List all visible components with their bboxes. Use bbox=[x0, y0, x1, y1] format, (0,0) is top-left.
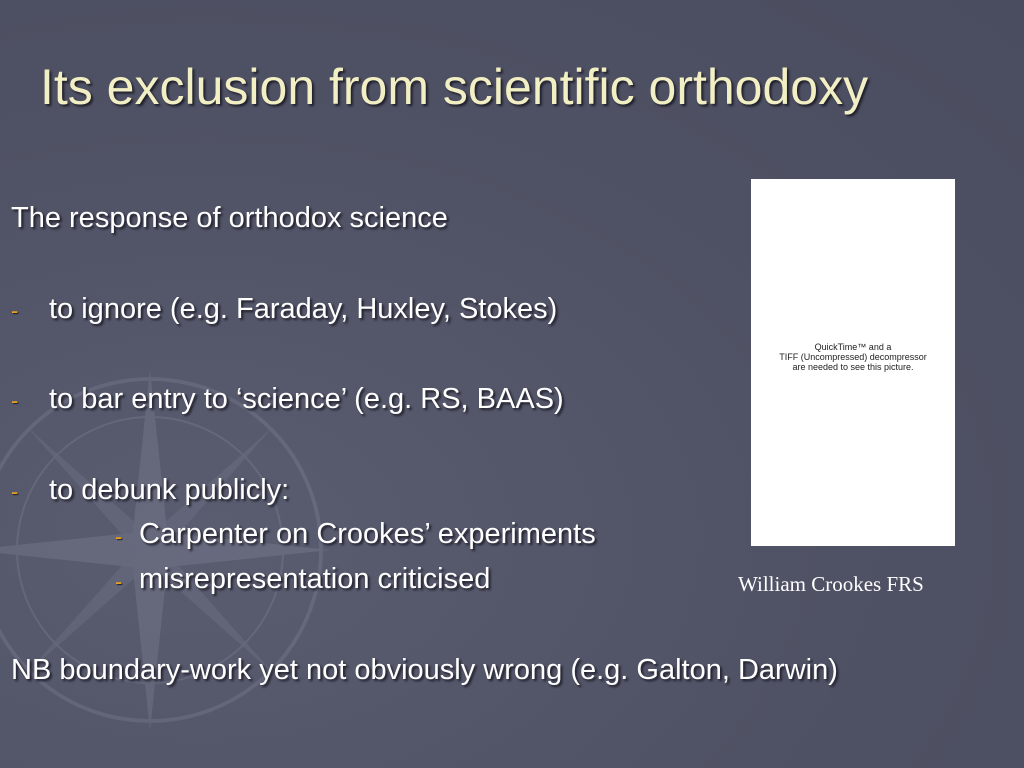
placeholder-message bbox=[751, 342, 955, 372]
placeholder-line-2: TIFF (Uncompressed) decompressor bbox=[779, 352, 927, 362]
sub-bullet-dash-2: - bbox=[115, 569, 123, 594]
slide-title: Its exclusion from scientific orthodoxy bbox=[40, 59, 869, 115]
bullet-dash-2: - bbox=[11, 388, 19, 413]
portrait-image-placeholder bbox=[751, 179, 955, 546]
bullet-item-3: to debunk publicly: bbox=[49, 474, 290, 506]
sub-bullet-item-2: misrepresentation criticised bbox=[139, 563, 491, 595]
image-caption: William Crookes FRS bbox=[738, 572, 924, 596]
bullet-item-2: to bar entry to ‘science’ (e.g. RS, BAAS) bbox=[49, 383, 564, 415]
bullet-dash-3: - bbox=[11, 479, 19, 504]
bullet-item-1: to ignore (e.g. Faraday, Huxley, Stokes) bbox=[49, 293, 558, 325]
placeholder-line-3: are needed to see this picture. bbox=[792, 362, 914, 372]
sub-bullet-dash-1: - bbox=[115, 524, 123, 549]
note-text: NB boundary-work yet not obviously wrong (e.g. Galton, Darwin) bbox=[11, 654, 838, 686]
bullet-dash-1: - bbox=[11, 298, 19, 323]
placeholder-line-1: QuickTime™ and a bbox=[814, 342, 892, 352]
sub-bullet-item-1: Carpenter on Crookes’ experiments bbox=[139, 518, 596, 550]
intro-text: The response of orthodox science bbox=[11, 202, 448, 234]
